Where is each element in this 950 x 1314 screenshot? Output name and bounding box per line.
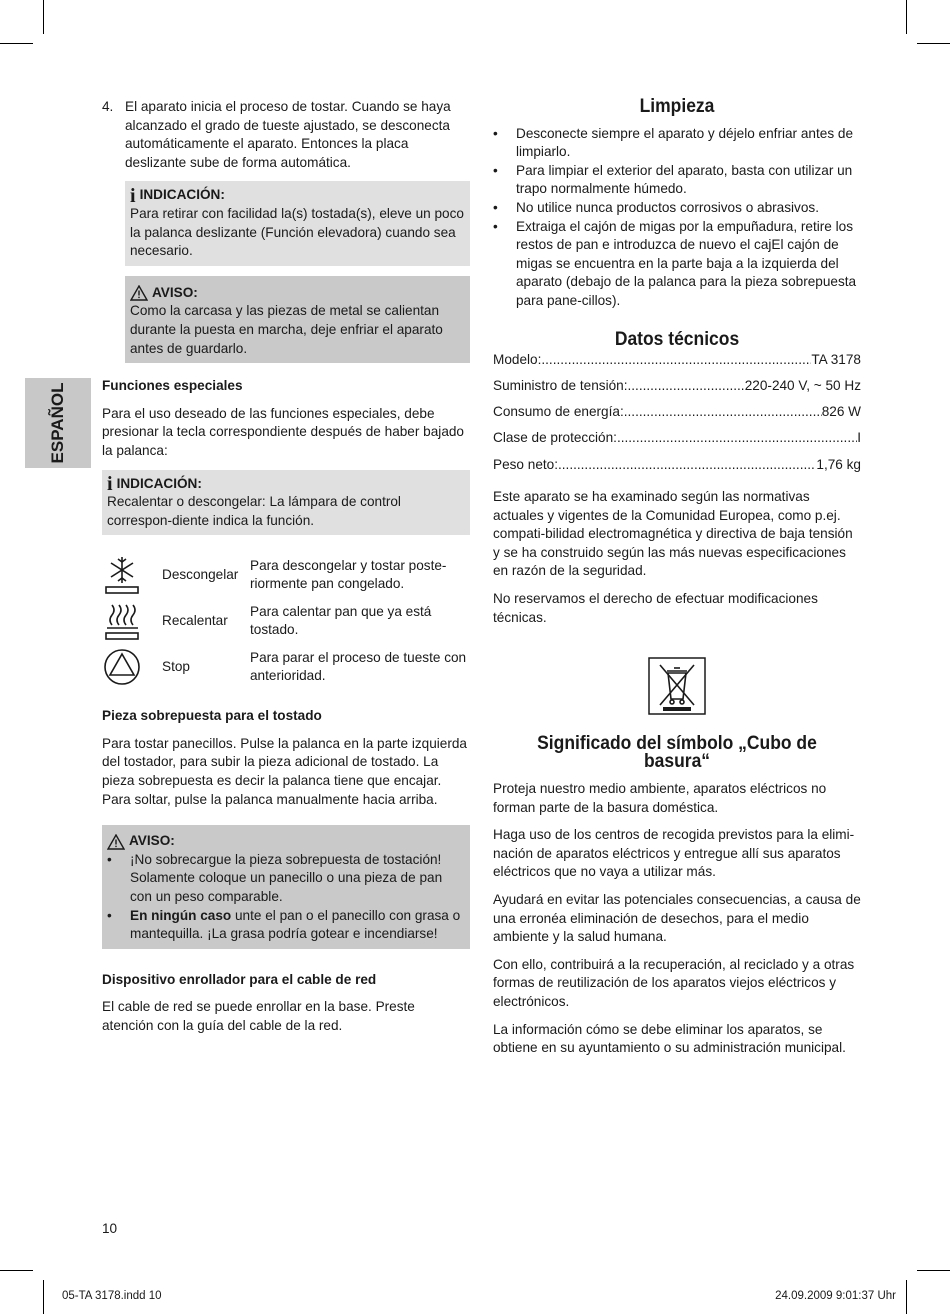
attachment-heading: Pieza sobrepuesta para el tostado: [102, 708, 322, 724]
tech-data-heading: Datos técnicos: [614, 328, 740, 350]
info-heading: i INDICACIÓN:: [130, 184, 225, 207]
crop-mark: [917, 43, 950, 44]
warning-text: Como la carcasa y las piezas de metal se calientan durante la puesta en marcha, deje enfriar el aparato antes de guardarlo.: [130, 303, 443, 356]
footer-file: 05-TA 3178.indd 10: [62, 1290, 162, 1302]
bin-paragraph: Proteja nuestro medio ambiente, aparatos eléctricos no forman parte de la basura doméstica.: [493, 781, 827, 815]
footer-datetime: 24.09.2009 9:01:37 Uhr: [775, 1290, 896, 1302]
spec-row: Peso neto: ..... 1,76 kg: [493, 456, 861, 475]
warning-box: [102, 825, 470, 949]
function-row-reheat: [102, 601, 470, 641]
spec-list: [493, 351, 861, 474]
crop-mark: [43, 0, 44, 34]
function-row-defrost: [102, 555, 470, 595]
spec-row: Consumo de energía: ..... 826 W: [493, 403, 861, 422]
crop-mark: [906, 0, 907, 34]
warning-list: [107, 851, 465, 944]
step-number: 4.: [102, 99, 114, 114]
special-functions-heading: Funciones especiales: [102, 378, 243, 394]
bin-symbol-heading: Significado del símbolo „Cubo de basura“: [537, 732, 817, 773]
cleaning-list: [493, 125, 861, 311]
crop-mark: [917, 1270, 950, 1271]
special-functions-text: Para el uso deseado de las funciones especiales, debe presionar la tecla correspondiente después de haber bajado la palanca:: [102, 405, 464, 458]
warning-box: [125, 276, 470, 363]
conformity-text: Este aparato se ha examinado según las normativas actuales y vigentes de la Comunidad Europea, como p.ej. compati-bilidad electromagnética y directiva de baja tensión y se ha construido según las más nuevas especificaciones en razón de la seguridad.: [493, 489, 853, 579]
bin-paragraph: Con ello, contribuirá a la recuperación, al reciclado y a otras formas de reutilización de los aparatos viejos eléctricos y electrónicos.: [493, 956, 855, 1009]
function-name: Descongelar: [162, 566, 239, 582]
crossed-bin-icon: [648, 657, 706, 715]
heat-waves-icon: [102, 601, 142, 641]
crop-mark: [0, 43, 33, 44]
function-description: Para calentar pan que ya está tostado.: [250, 603, 432, 638]
bin-paragraph: Haga uso de los centros de recogida previstos para la elimi-nación de aparatos eléctricos y entregue allí sus aparatos eléctricos que no vaya a utilizar más.: [493, 827, 855, 880]
info-text: Para retirar con facilidad la(s) tostada(s), eleve un poco la palanca deslizante (Función elevadora) cuando sea necesario.: [130, 205, 464, 259]
language-tab-label: ESPAÑOL: [48, 382, 67, 464]
crop-mark: [906, 1280, 907, 1314]
info-box: [102, 470, 470, 536]
function-row-stop: [102, 647, 470, 687]
list-item: • Extraiga el cajón de migas por la empuñadura, retire los restos de pan e introduzca de nuevo el cajEl cajón de migas se encuentra en la parte baja a la izquierda del aparato (debajo de la palanca para la pieza sobrepuesta para pane-cillos).: [493, 218, 861, 311]
function-description: Para parar el proceso de tueste con anterioridad.: [250, 649, 467, 684]
left-column: [102, 98, 470, 1045]
function-name: Recalentar: [162, 612, 228, 628]
list-item: • Desconecte siempre el aparato y déjelo enfriar antes de limpiarlo.: [493, 125, 861, 162]
step-text: El aparato inicia el proceso de tostar. Cuando se haya alcanzado el grado de tueste ajustado, se desconecta automáticamente el aparato. Entonces la placa deslizante sube de forma automática.: [125, 99, 451, 170]
bin-paragraph: La información cómo se debe eliminar los aparatos, se obtiene en su ayuntamiento o su administración municipal.: [493, 1021, 846, 1056]
reserve-text: No reservamos el derecho de efectuar modificaciones técnicas.: [493, 591, 818, 625]
info-text: Recalentar o descongelar: La lámpara de control correspon-diente indica la función.: [107, 494, 401, 528]
spec-row: Suministro de tensión: ..... 220-240 V, ~ 50 Hz: [493, 377, 861, 396]
info-box: [125, 181, 470, 265]
snowflake-icon: [102, 555, 142, 595]
spec-row: Modelo: ..... TA 3178: [493, 351, 861, 370]
info-icon: i: [130, 184, 136, 207]
step-4-notes: [102, 181, 470, 363]
page-number: 10: [102, 1221, 118, 1236]
weee-symbol: [493, 657, 861, 721]
bin-paragraph: Ayudará en evitar las potenciales consecuencias, a causa de una erronéa eliminación de desechos, para el medio ambiente y la salud humana.: [493, 892, 861, 945]
info-heading: i INDICACIÓN:: [107, 472, 202, 495]
warning-heading: AVISO:: [130, 284, 465, 303]
warning-icon: [130, 285, 148, 301]
cleaning-heading: Limpieza: [639, 96, 715, 117]
language-tab: [25, 378, 91, 468]
right-column: [493, 98, 861, 1067]
list-item: • En ningún caso unte el pan o el panecillo con grasa o mantequilla. ¡La grasa podría gotear e incendiarse!: [107, 907, 465, 944]
function-description: Para descongelar y tostar poste-riormente pan congelado.: [250, 557, 447, 592]
crop-mark: [0, 1270, 33, 1271]
list-item: • No utilice nunca productos corrosivos o abrasivos.: [493, 199, 861, 218]
cable-text: El cable de red se puede enrollar en la base. Preste atención con la guía del cable de la red.: [102, 999, 415, 1033]
list-item: • ¡No sobrecargue la pieza sobrepuesta de tostación! Solamente coloque un panecillo o una pieza de pan con un peso comparable.: [107, 851, 465, 907]
function-table: [102, 555, 470, 687]
list-item: • Para limpiar el exterior del aparato, basta con utilizar un trapo normalmente húmedo.: [493, 162, 861, 199]
warning-heading: AVISO:: [107, 832, 465, 851]
crop-mark: [43, 1280, 44, 1314]
warning-icon: [107, 834, 125, 850]
stop-icon: [102, 647, 142, 687]
step-4: [102, 98, 470, 172]
cable-heading: Dispositivo enrollador para el cable de red: [102, 971, 377, 987]
spec-row: Clase de protección: ..... I: [493, 429, 861, 448]
info-icon: i: [107, 472, 113, 495]
attachment-text: Para tostar panecillos. Pulse la palanca en la parte izquierda del tostador, para subir la pieza adicional de tostado. La pieza sobrepuesta es decir la palanca tiene que encajar. Para soltar, pulse la palanca manualmente hacia arriba.: [102, 735, 467, 807]
function-name: Stop: [162, 658, 190, 674]
